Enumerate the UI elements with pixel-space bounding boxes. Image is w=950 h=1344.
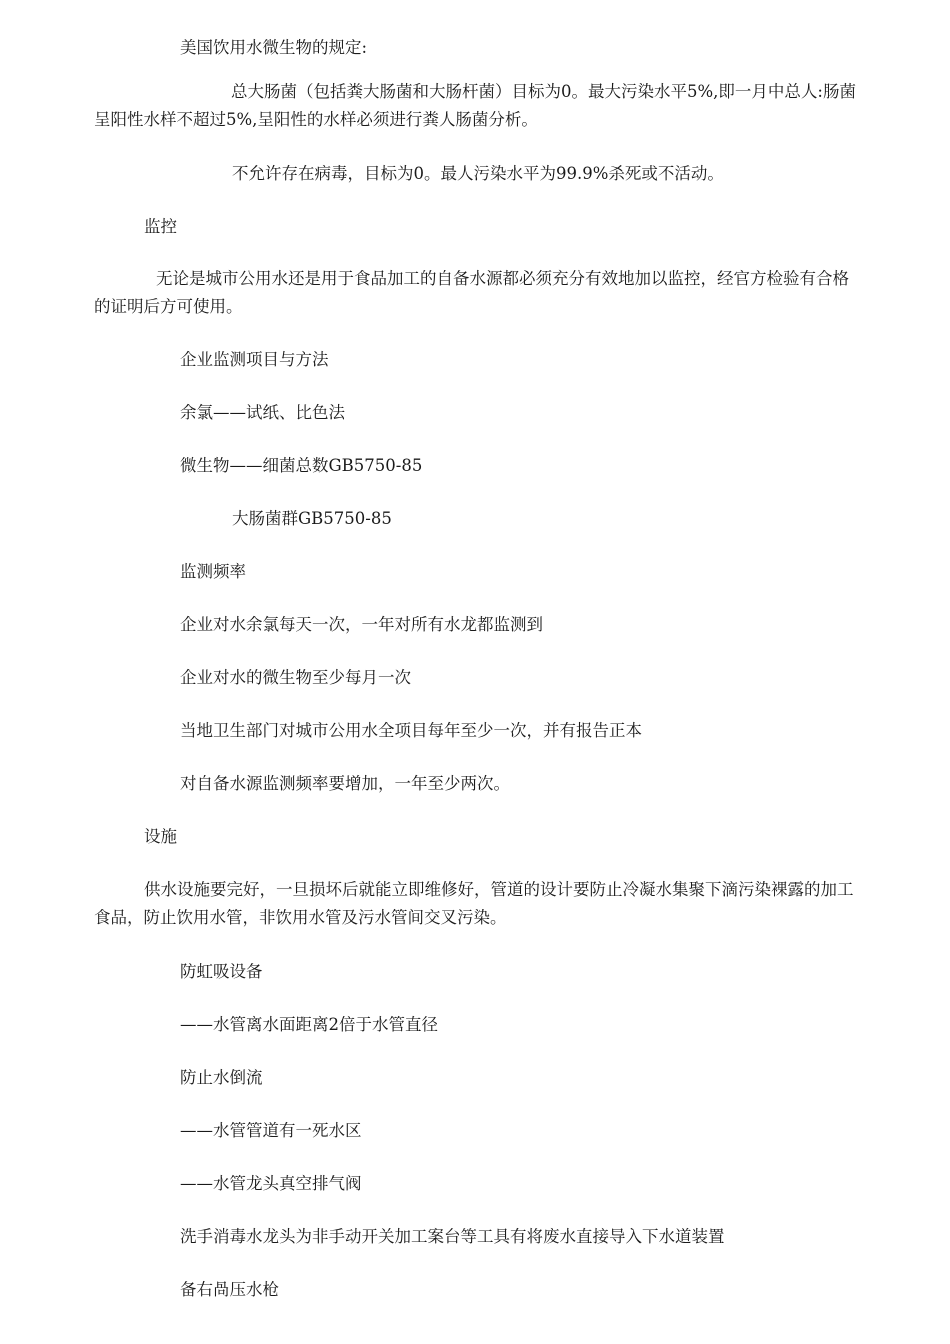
section-heading-facilities: 设施	[144, 827, 177, 846]
paragraph-monitoring: 无论是城市公用水还是用于食品加工的自备水源都必须充分有效地加以监控，经官方检验有合格的证明后方可使用。	[94, 269, 849, 316]
text-monitoring-items: 企业监测项目与方法	[180, 350, 329, 369]
text-pipe-distance: ——水管离水面距离2倍于水管直径	[180, 1015, 438, 1034]
text-own-source-frequency: 对自备水源监测频率要增加，一年至少两次。	[180, 774, 510, 793]
text-microbe-monthly: 企业对水的微生物至少每月一次	[180, 668, 411, 687]
text-chlorine-daily: 企业对水余氯每天一次，一年对所有水龙都监测到	[180, 615, 543, 634]
text-handwash-faucet: 洗手消毒水龙头为非手动开关加工案台等工具有将废水直接导入下水道装置	[180, 1227, 725, 1246]
text-total-bacteria: 微生物——细菌总数GB5750-85	[180, 456, 423, 475]
text-vacuum-valve: ——水管龙头真空排气阀	[180, 1174, 362, 1193]
text-anti-siphon: 防虹吸设备	[180, 962, 263, 981]
paragraph-coliform-target: 总大肠菌（包括粪大肠菌和大肠杆菌）目标为0。最大污染水平5%,即一月中总人:肠菌呈阳性水样不超过5%,呈阳性的水样必须进行粪人肠菌分析。	[94, 82, 856, 129]
text-coliform-group: 大肠菌群GB5750-85	[232, 509, 392, 528]
text-dead-water-zone: ——水管管道有一死水区	[180, 1121, 362, 1140]
section-heading-monitoring: 监控	[144, 217, 177, 236]
heading-us-water-regulation: 美国饮用水微生物的规定:	[180, 38, 368, 57]
paragraph-facilities: 供水设施要完好，一旦损坏后就能立即维修好，管道的设计要防止冷凝水集聚下滴污染裸露的加工食品，防止饮用水管，非饮用水管及污水管间交叉污染。	[94, 880, 854, 927]
text-pressure-water-gun: 备右咼压水枪	[180, 1280, 279, 1299]
text-residual-chlorine: 余氯——试纸、比色法	[180, 403, 345, 422]
text-prevent-backflow: 防止水倒流	[180, 1068, 263, 1087]
text-health-dept-yearly: 当地卫生部门对城市公用水全项目每年至少一次，并有报告正本	[180, 721, 642, 740]
text-monitoring-frequency: 监测频率	[180, 562, 246, 581]
text-virus-target: 不允许存在病毒，目标为0。最人污染水平为99.9%杀死或不活动。	[232, 164, 724, 183]
